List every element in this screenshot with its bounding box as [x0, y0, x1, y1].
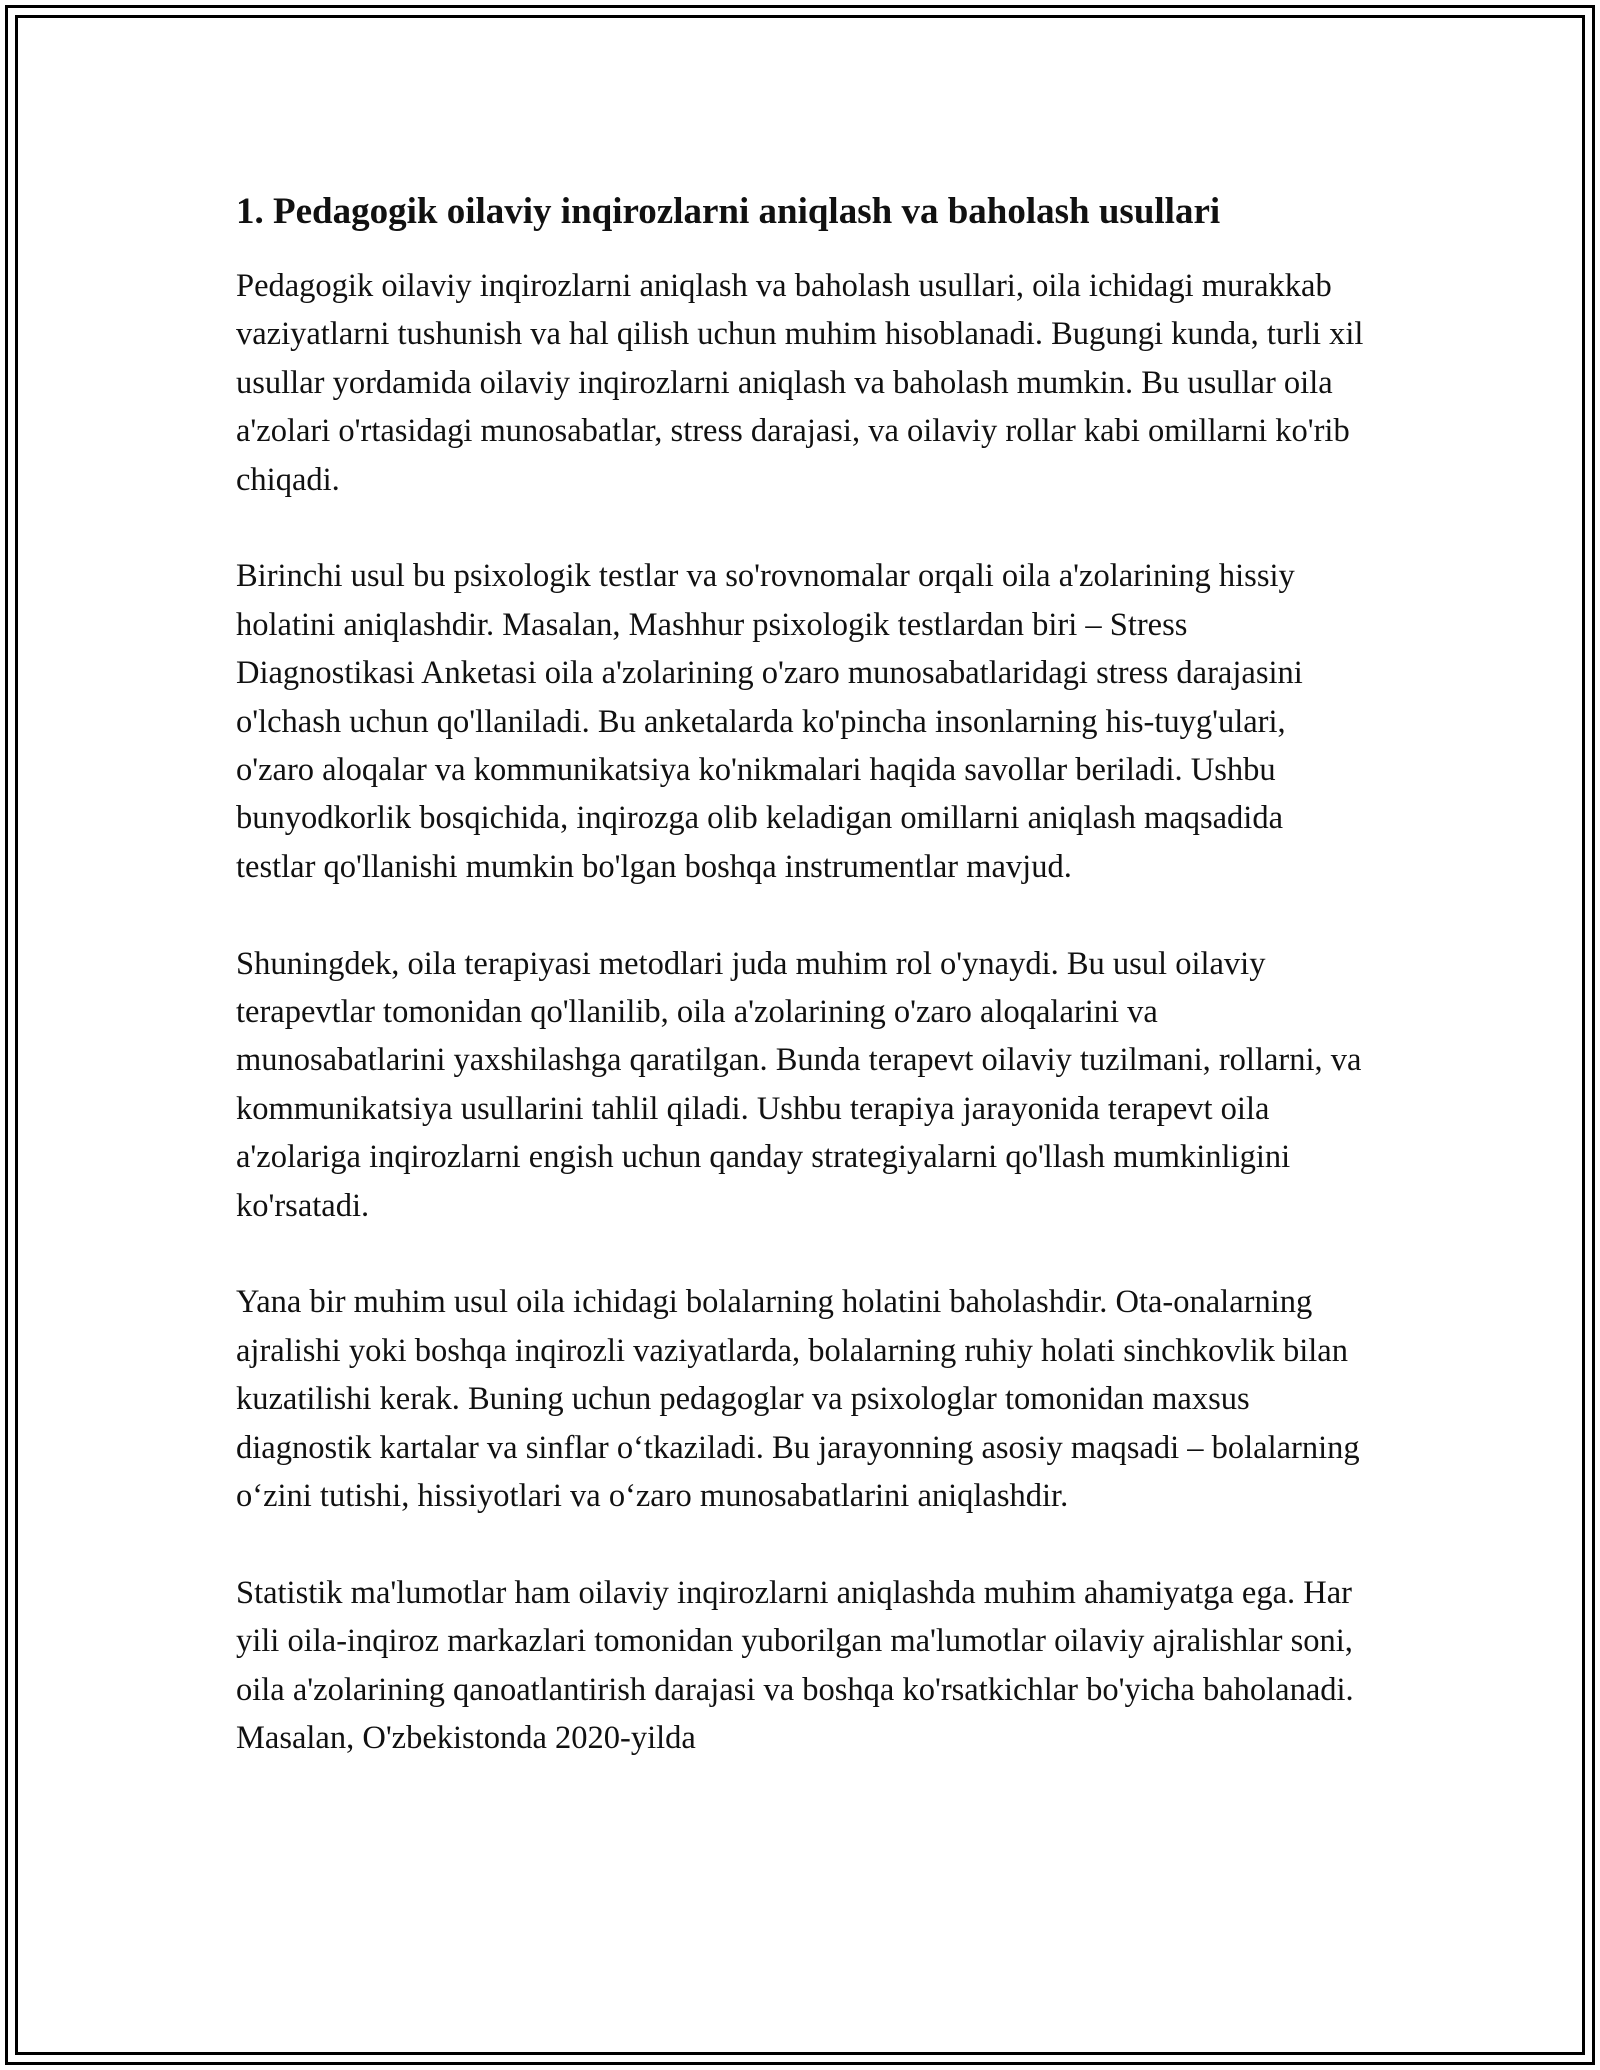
paragraph-intro: Pedagogik oilaviy inqirozlarni aniqlash va baholash usullari, oila ichidagi murakkab vaziyatlarni tushunish va hal qilish uchun muhim hisoblanadi. Bugungi kunda, turli xil usullar yordamida oilaviy inqirozlarni aniqlash va baholash mumkin. Bu usullar oila a'zolari o'rtasidagi munosabatlar, stress darajasi, va oilaviy rollar kabi omillarni ko'rib chiqadi.	[236, 268, 1364, 498]
section-heading: 1. Pedagogik oilaviy inqirozlarni aniqlash va baholash usullari	[236, 191, 1221, 232]
paragraph-family-therapy: Shuningdek, oila terapiyasi metodlari juda muhim rol o'ynaydi. Bu usul oilaviy terapevtlar tomonidan qo'llanilib, oila a'zolarining o'zaro aloqalarini va munosabatlarini yaxshilashga qaratilgan. Bunda terapevt oilaviy tuzilmani, rollarni, va kommunikatsiya usullarini tahlil qiladi. Ushbu terapiya jarayonida terapevt oila a'zolariga inqirozlarni engish uchun qanday strategiyalarni qo'llash mumkinligini ko'rsatadi.	[236, 945, 1362, 1224]
paragraph-children-assessment: Yana bir muhim usul oila ichidagi bolalarning holatini baholashdir. Ota-onalarning ajralishi yoki boshqa inqirozli vaziyatlarda, bolalarning ruhiy holati sinchkovlik bilan kuzatilishi kerak. Buning uchun pedagoglar va psixologlar tomonidan maxsus diagnostik kartalar va sinflar o‘tkaziladi. Bu jarayonning asosiy maqsadi – bolalarning o‘zini tutishi, hissiyotlari va o‘zaro munosabatlarini aniqlashdir.	[236, 1284, 1360, 1515]
paragraph-statistics: Statistik ma'lumotlar ham oilaviy inqirozlarni aniqlashda muhim ahamiyatga ega. Har yili oila-inqiroz markazlari tomonidan yuborilgan ma'lumotlar oilaviy ajralishlar soni, oila a'zolarining qanoatlantirish darajasi va boshqa ko'rsatkichlar bo'yicha baholanadi. Masalan, O'zbekistonda 2020-yilda	[236, 1574, 1354, 1757]
document-body	[236, 186, 1366, 1811]
paragraph-psychological-tests: Birinchi usul bu psixologik testlar va so'rovnomalar orqali oila a'zolarining hissiy holatini aniqlashdir. Masalan, Mashhur psixologik testlardan biri – Stress Diagnostikasi Anketasi oila a'zolarining o'zaro munosabatlaridagi stress darajasini o'lchash uchun qo'llaniladi. Bu anketalarda ko'pincha insonlarning his-tuyg'ulari, o'zaro aloqalar va kommunikatsiya ko'nikmalari haqida savollar beriladi. Ushbu bunyodkorlik bosqichida, inqirozga olib keladigan omillarni aniqlash maqsadida testlar qo'llanishi mumkin bo'lgan boshqa instrumentlar mavjud.	[236, 558, 1303, 885]
